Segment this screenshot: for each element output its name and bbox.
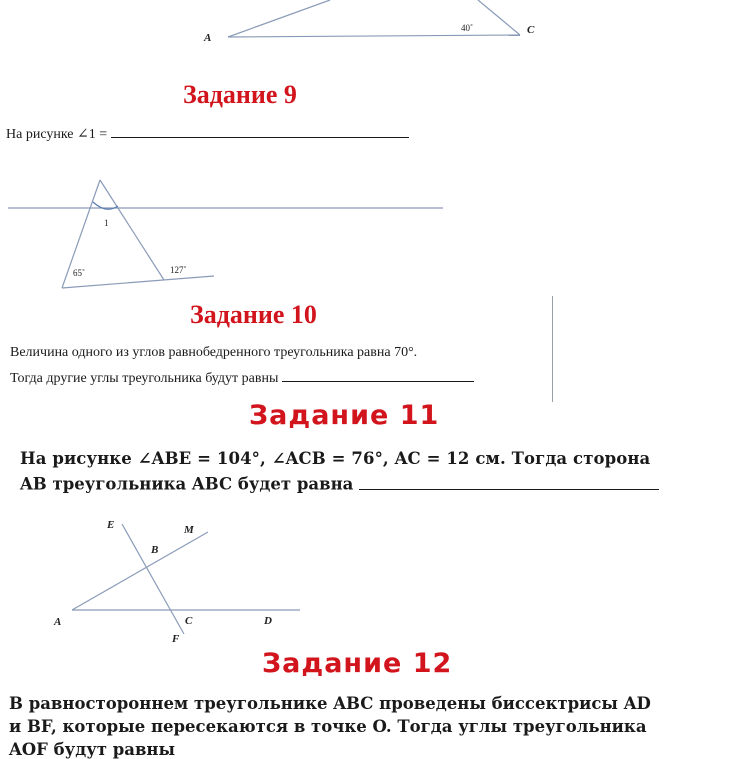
top-triangle-figure	[0, 0, 750, 60]
task12-line2: и BF, которые пересекаются в точке O. Тогда углы треугольника	[9, 717, 647, 736]
task11-title: Задание 11	[249, 400, 440, 431]
task11-answer-blank[interactable]	[359, 472, 659, 490]
task11-point-c: C	[185, 615, 193, 627]
top-angle-c: 40˚	[461, 23, 473, 33]
task11-figure	[0, 512, 750, 652]
task9-question-text: На рисунке ∠1 =	[6, 127, 108, 142]
task10-line2	[10, 367, 474, 387]
task9-angle-left: 65˚	[73, 268, 85, 278]
task11-point-d: D	[264, 615, 272, 627]
task9-side-right	[100, 180, 164, 280]
task9-angle-label: 1	[104, 218, 109, 228]
task11-point-b: B	[151, 544, 159, 556]
task12-title: Задание 12	[262, 648, 453, 679]
task11-point-f: F	[172, 633, 180, 645]
task9-figure	[0, 170, 750, 310]
task10-vertical-divider	[552, 296, 553, 402]
top-triangle-side-left	[228, 0, 330, 37]
task9-answer-blank[interactable]	[111, 123, 409, 138]
task11-line-ef	[122, 524, 184, 634]
task10-line1: Величина одного из углов равнобедренного треугольника равна 70°.	[10, 345, 418, 360]
task9-angle-exterior: 127˚	[170, 265, 187, 275]
top-vertex-a: A	[204, 32, 212, 44]
task11-line1: На рисунке ∠ABE = 104°, ∠ACB = 76°, AC = 12 см. Тогда сторона	[20, 449, 651, 468]
task9-title: Задание 9	[183, 80, 297, 109]
task12-line3: AOF будут равны	[9, 740, 176, 759]
task10-answer-blank[interactable]	[282, 367, 474, 382]
task11-point-m: M	[184, 524, 194, 536]
task10-title: Задание 10	[190, 300, 317, 329]
task11-line2-text: AB треугольника ABC будет равна	[20, 474, 354, 494]
task12-line1: В равностороннем треугольнике ABC проведены биссектрисы AD	[9, 694, 651, 713]
task9-question	[6, 123, 409, 143]
top-vertex-c: C	[527, 24, 535, 36]
task11-point-e: E	[107, 519, 115, 531]
top-triangle-base	[228, 35, 520, 37]
task11-line2	[20, 472, 659, 494]
top-triangle-side-right	[478, 0, 520, 35]
task11-point-a: A	[54, 616, 62, 628]
task10-line2-text: Тогда другие углы треугольника будут равны	[10, 371, 279, 386]
task11-line-am	[72, 532, 208, 610]
